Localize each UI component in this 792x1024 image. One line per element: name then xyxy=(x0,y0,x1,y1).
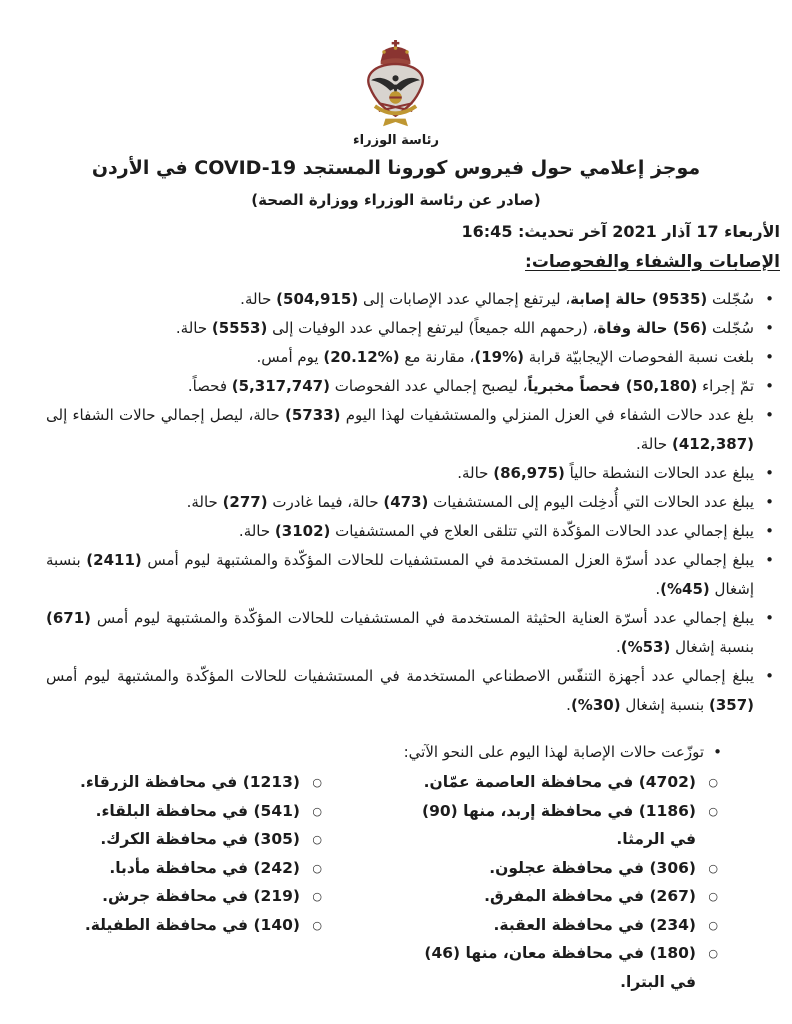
governorate-item: ○ (140) في محافظة الطفيلة. xyxy=(0,911,322,940)
document-masthead xyxy=(0,0,792,209)
governorate-list-left xyxy=(0,768,396,996)
governorate-item: ○ (234) في محافظة العقبة. xyxy=(396,911,718,940)
governorate-item: ○ (306) في محافظة عجلون. xyxy=(396,854,718,883)
stat-bullet-item: • سُجّلت (9535) حالة إصابة، ليرتفع إجمالي عدد الإصابات إلى (504,915) حالة. xyxy=(46,285,778,314)
governorate-item: ○ (219) في محافظة جرش. xyxy=(0,882,322,911)
stat-bullet-item: • يبلغ عدد الحالات التي أُدخِلت اليوم إلى المستشفيات (473) حالة، فيما غادرت (277) حالة. xyxy=(46,488,778,517)
logo-caption: رئاسة الوزراء xyxy=(353,133,439,148)
jordan-coat-of-arms-icon xyxy=(340,40,452,132)
governorate-item: ○ (4702) في محافظة العاصمة عمّان. xyxy=(396,768,718,797)
stat-bullet-item: • تمّ إجراء (50,180) فحصاً مخبرياً، ليصبح إجمالي عدد الفحوصات (5,317,747) فحصاً. xyxy=(46,372,778,401)
stat-bullet-item: • يبلغ إجمالي عدد أسرّة العزل المستخدمة في المستشفيات للحالات المؤكّدة والمشتبهة ليوم أمس (2411) بنسبة إشغال (%45). xyxy=(46,546,778,604)
distribution-section xyxy=(0,738,792,996)
date-last-updated: الأربعاء 17 آذار 2021 آخر تحديث: 16:45 xyxy=(461,222,780,241)
governorate-item: ○ (541) في محافظة البلقاء. xyxy=(0,797,322,826)
section-header-cases xyxy=(0,241,792,272)
stat-bullet-item: • يبلغ إجمالي عدد أجهزة التنفّس الاصطناعي المستخدمة في المستشفيات للحالات المؤكّدة والمشتبهة ليوم أمس (357) بنسبة إشغال (%30). xyxy=(46,662,778,720)
governorate-item: ○ (1213) في محافظة الزرقاء. xyxy=(0,768,322,797)
stat-bullet-item: • يبلغ إجمالي عدد أسرّة العناية الحثيثة المستخدمة في المستشفيات للحالات المؤكّدة والمشتبهة ليوم أمس (671) بنسبة إشغال (%53). xyxy=(46,604,778,662)
stat-bullet-item: • يبلغ عدد الحالات النشطة حالياً (86,975) حالة. xyxy=(46,459,778,488)
governorate-list-right xyxy=(396,768,792,996)
document-title: موجز إعلامي حول فيروس كورونا المستجد COVID-19 في الأردن xyxy=(91,157,701,179)
distribution-intro: • توزّعت حالات الإصابة لهذا اليوم على النحو الآتي: xyxy=(0,738,792,766)
stat-bullet-item: • بلغت نسبة الفحوصات الإيجابيّة قرابة (19%)، مقارنة مع (20.12%) يوم أمس. xyxy=(46,343,778,372)
section-header-text: الإصابات والشفاء والفحوصات: xyxy=(525,252,780,272)
governorate-item: ○ (1186) في محافظة إربد، منها (90) في الرمثا. xyxy=(396,797,718,854)
governorate-item: ○ (180) في محافظة معان، منها (46) في البترا. xyxy=(396,939,718,996)
document-subtitle: (صادر عن رئاسة الوزراء ووزارة الصحة) xyxy=(251,191,541,209)
governorate-columns xyxy=(0,768,792,996)
stats-bullet-list xyxy=(0,285,778,720)
stat-bullet-item: • يبلغ إجمالي عدد الحالات المؤكّدة التي تتلقى العلاج في المستشفيات (3102) حالة. xyxy=(46,517,778,546)
governorate-item: ○ (305) في محافظة الكرك. xyxy=(0,825,322,854)
stat-bullet-item: • بلغ عدد حالات الشفاء في العزل المنزلي والمستشفيات لهذا اليوم (5733) حالة، ليصل إجمالي حالات الشفاء إلى (412,387) حالة. xyxy=(46,401,778,459)
governorate-item: ○ (267) في محافظة المفرق. xyxy=(396,882,718,911)
stat-bullet-item: • سُجّلت (56) حالة وفاة، (رحمهم الله جميعاً) ليرتفع إجمالي عدد الوفيات إلى (5553) حالة. xyxy=(46,314,778,343)
governorate-item: ○ (242) في محافظة مأدبا. xyxy=(0,854,322,883)
